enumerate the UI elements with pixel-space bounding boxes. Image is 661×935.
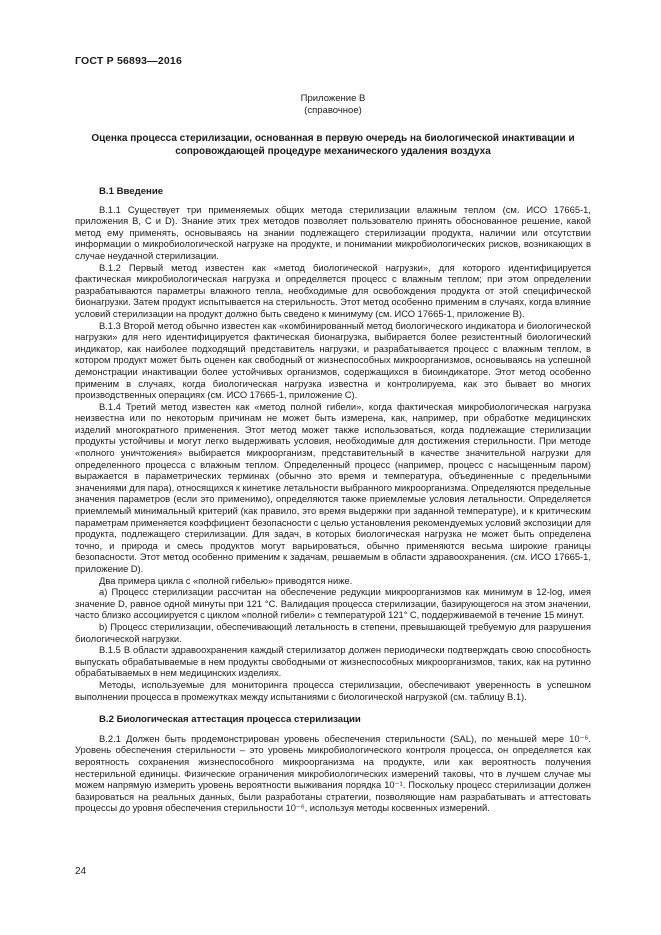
- paragraph-b2-1: В.2.1 Должен быть продемонстрирован уровень обеспечения стерильности (SAL), по меньшей мере 10⁻⁶. Уровень обеспечения стерильности – это уровень микробиологического контроля процесса, он определяется как вероятность сохранения жизнеспособного микроорганизма на продукте, или как вероятность получения нестерильной единицы. Физические ограничения микробиологических измерений таковы, что в лучшем случае мы можем напрямую измерить уровень вероятности выживания порядка 10⁻¹. Поскольку процесс стерилизации должен базироваться на реальных данных, были разработаны стратегии, позволяющие нам разрабатывать и аттестовать процессы до уровня обеспечения стерильности 10⁻⁶, используя методы косвенных измерений.: [75, 732, 591, 814]
- paragraph-examples-intro: Два примера цикла с «полной гибелью» приводятся ниже.: [99, 574, 353, 586]
- paragraph-b1-2: В.1.2 Первый метод известен как «метод биологической нагрузки», для которого идентифицируется фактическая микробиологическая нагрузка и определяется процесс с влажным теплом; при этом определении разрабатываются параметры влажного тепла, необходимые для освобождения продукта от этой специфической бионагрузки. Затем продукт испытывается на стерильность. Этот метод особенно применим в случаях, когда влияние условий стерилизации на продукт должно быть сведено к минимуму (см. ИСО 17665-1, приложение В).: [75, 261, 591, 319]
- section-heading-b1: В.1 Введение: [99, 186, 164, 197]
- paragraph-example-a: a) Процесс стерилизации рассчитан на обеспечение редукции микроорганизмов как минимум в 12-log, имея значение D, равное одной минуты при 121 °С. Валидация процесса стерилизации, базирующегося на этом значении, часто близко ассоциируется с циклом «полной гибели» с температурой 121° С, поддерживаемой в течение 15 минут.: [75, 586, 591, 621]
- paragraph-monitoring: Методы, используемые для мониторинга процесса стерилизации, обеспечивают уверенность в успешном выполнении процесса в промежутках между испытаниями с биологической нагрузкой (см. таблицу В.1).: [75, 678, 591, 702]
- appendix-label: Приложение В: [300, 93, 366, 104]
- appendix-title: Оценка процесса стерилизации, основанная в первую очередь на биологической инактивации и сопровождающей процедуре механического удаления воздуха: [91, 133, 575, 157]
- paragraph-b1-3: В.1.3 Второй метод обычно известен как «комбинированный метод биологического индикатора и биологической нагрузки» для него идентифицируется фактическая бионагрузка, выбирается более резистентный биологический индикатор, как наиболее подходящий представитель нагрузки, и разрабатывается процесс с влажным теплом, в котором продукт может быть оценен как свободный от жизнеспособных микроорганизмов, основываясь на успешной демонстрации инактивации более устойчивых организмов, содержащихся в биоиндикаторе. Этот метод особенно применим в случаях, когда биологическая нагрузка известна и контролируема, как это бывает во многих производственных операциях (см. ИСО 17665-1, приложение С).: [75, 319, 591, 401]
- paragraph-example-b: b) Процесс стерилизации, обеспечивающий летальность в степени, превышающей требуемую для разрушения биологической нагрузки.: [75, 620, 591, 644]
- section-b2: [75, 714, 591, 814]
- section-heading-b2: В.2 Биологическая аттестация процесса стерилизации: [99, 714, 361, 726]
- paragraph-b1-5: В.1.5 В области здравоохранения каждый стерилизатор должен периодически подтверждать свою способность выпускать обрабатываемые в нем продукты свободными от жизнеспособных микроорганизмов, таких, как на рутинно обрабатываемых в нем медицинских изделиях.: [75, 644, 591, 679]
- page-number: 24: [75, 866, 87, 877]
- paragraph-b1-1: В.1.1 Существует три применяемых общих метода стерилизации влажным теплом (см. ИСО 17665-1, приложения В, С и D). Знание этих трех методов позволяет пользователю принять обоснованное решение, какой метод ему применять, основываясь на знании подлежащего стерилизации продукта, наличии или отсутствии информации о микробиологической нагрузке на продукте, и понимании микробиологических рисков, возникающих в случае неудачной стерилизации.: [75, 203, 591, 261]
- document-header: ГОСТ Р 56893—2016: [75, 55, 183, 67]
- appendix-sublabel: (справочное): [304, 104, 362, 116]
- section-b1: [75, 186, 591, 702]
- paragraph-b1-4: В.1.4 Третий метод известен как «метод полной гибели», когда фактическая микробиологическая нагрузка неизвестна или по некоторым причинам не может быть измерена, как, например, при обработке медицинских изделий многократного применения. Этот метод может также использоваться, когда подлежащие стерилизации продукты устойчивы и могут легко выдерживать условия, необходимые для достижения стерильности. При методе «полного уничтожения» выбирается микроорганизм, представительный в качестве значительной нагрузки для определенного процесса с влажным теплом. Определенный процесс (например, процесс с насыщенным паром) выражается в параметрических терминах (обычно это время и температура, объединенные с предельными значениями для пара), относящихся к кинетике летальности выбранного микроорганизма. Определяются предельные значения параметров (если это применимо), определяются также приемлемые условия летальности. Определяется приемлемый минимальный критерий (как правило, это время выдержки при заданной температуре), и к критическим параметрам применяется коэффициент безопасности с целью установления рекомендуемых условий экспозиции для продукта, подлежащего стерилизации. Для задач, в которых биологическая нагрузка не может быть определена точно, и природа и смесь продуктов могут варьироваться, обычно применяются весьма широкие границы безопасности. Этот метод особенно применим к задачам, решаемым в области здравоохранения. (см. ИСО 17665-1, приложение D).: [75, 400, 591, 574]
- document-content: [75, 55, 591, 814]
